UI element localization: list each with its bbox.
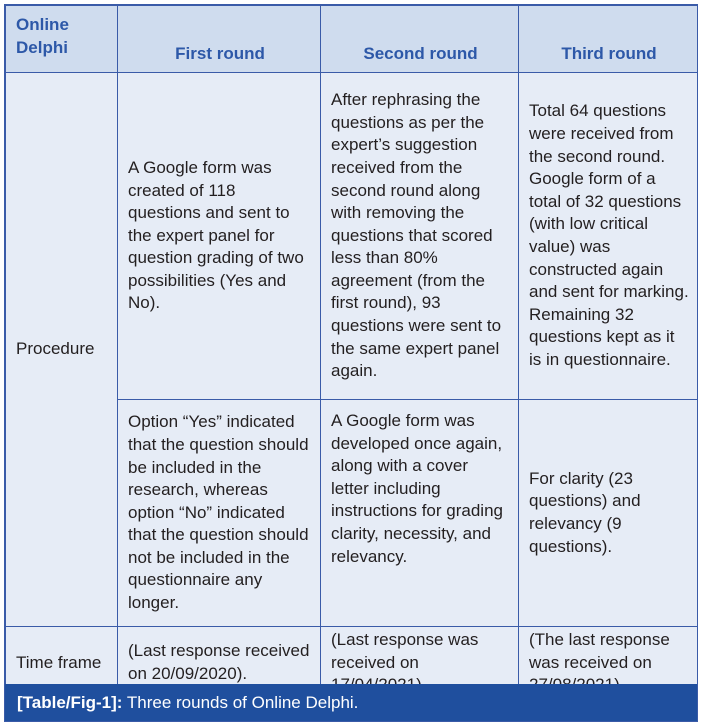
procedure-label: Procedure [6, 73, 118, 627]
procedure-third-round-a: Total 64 questions were received from the second round. Google form of a total of 32 questions (with low critical value) was constructed again and sent for marking. Remaining 32 questions kept as it is in questionnaire. [519, 73, 698, 400]
caption-label: [Table/Fig-1]: [17, 693, 123, 712]
procedure-second-round-a: After rephrasing the questions as per the expert’s suggestion received from the second round along with removing the questions that scored less than 80% agreement (from the first round), 93 questions were sent to the same expert panel again. [321, 73, 519, 400]
timeframe-first-round: (Last response received on 20/09/2020). [118, 627, 321, 700]
table-caption [5, 684, 697, 721]
procedure-first-round-a: A Google form was created of 118 questions and sent to the expert panel for question grading of two possibilities (Yes and No). [118, 73, 321, 400]
timeframe-second-round: (Last response was received on [321, 627, 519, 700]
procedure-third-round-b: For clarity (23 questions) and relevancy (9 questions). [519, 400, 698, 627]
timeframe-label: Time frame [6, 627, 118, 700]
procedure-row-a [6, 73, 698, 400]
delphi-rounds-table [5, 5, 698, 700]
caption-text: Three rounds of Online Delphi. [126, 693, 359, 712]
timeframe-third-round: (The last response was received on [519, 627, 698, 700]
delphi-table-container [4, 4, 698, 722]
header-row [6, 6, 698, 73]
header-first-round: First round [118, 6, 321, 73]
header-third-round: Third round [519, 6, 698, 73]
header-second-round: Second round [321, 6, 519, 73]
procedure-first-round-b: Option “Yes” indicated that the question should be included in the research, whereas option “No” indicated that the question should not be included in the questionnaire any longer. [118, 400, 321, 627]
procedure-second-round-b: A Google form was developed once again, along with a cover letter including instructions for grading clarity, necessity, and relevancy. [321, 400, 519, 627]
header-online-delphi: Online Delphi [6, 6, 118, 73]
